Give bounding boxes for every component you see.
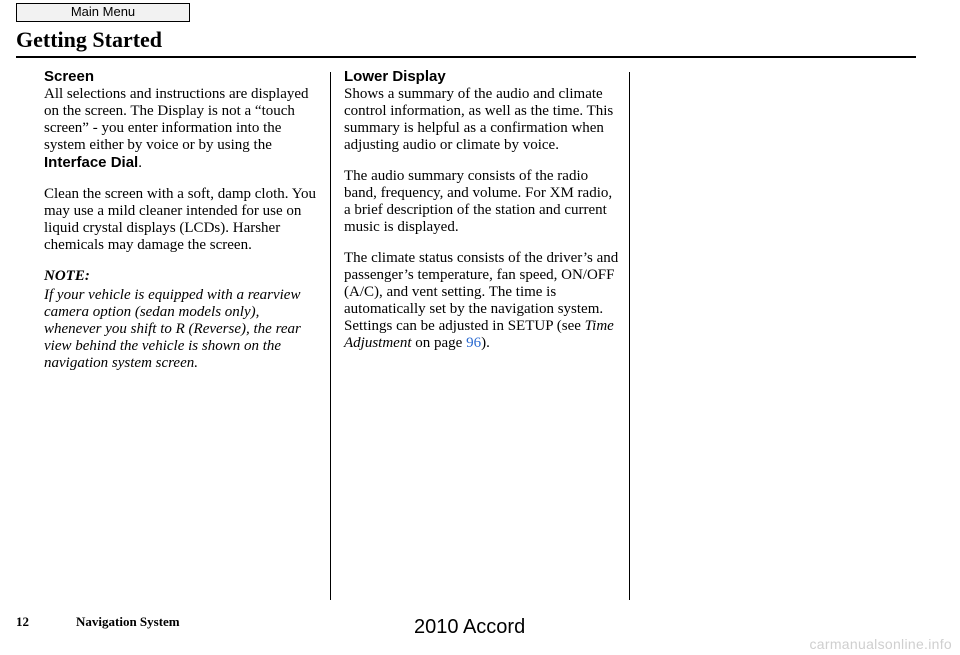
column-divider-right: [629, 72, 630, 600]
title-rule: [16, 56, 916, 58]
page-number: 12: [16, 614, 29, 629]
model-label: 2010 Accord: [414, 616, 526, 638]
screen-p1-text: All selections and instructions are displayed on the screen. The Display is not a “touch screen” - you enter information into the system either by voice or by using the: [44, 86, 309, 153]
lower-display-heading: Lower Display: [344, 68, 446, 85]
page-title: Getting Started: [16, 27, 163, 52]
screen-heading: Screen: [44, 68, 95, 85]
note-text: If your vehicle is equipped with a rearview camera option (sedan models only), whenever you shift to R (Reverse), the rear view behind the vehicle is shown on the navigation system screen.: [44, 287, 301, 371]
lower-display-paragraph-3: [344, 250, 620, 352]
main-menu-button[interactable]: Main Menu: [16, 3, 190, 22]
screen-p1-end: .: [138, 155, 142, 171]
interface-dial-term: Interface Dial: [44, 154, 139, 171]
time-adjustment-ref: Time Adjustment: [344, 318, 614, 351]
screen-section: [44, 68, 320, 386]
note-label: NOTE:: [44, 268, 90, 284]
lower-p3-mid: on page: [411, 335, 467, 351]
screen-paragraph-1: [44, 86, 320, 172]
lower-display-paragraph-1: Shows a summary of the audio and climate control information, as well as the time. This summary is helpful as a confirmation when adjusting audio or climate by voice.: [344, 86, 614, 153]
page-96-link[interactable]: 96: [466, 335, 482, 351]
lower-display-paragraph-2: The audio summary consists of the radio band, frequency, and volume. For XM radio, a brief description of the station and current music is displayed.: [344, 168, 613, 235]
lower-p3-text: The climate status consists of the driver’s and passenger’s temperature, fan speed, ON/OFF (A/C), and vent setting. The time is automatically set by the navigation system. Settings can be adjusted in SETUP (see: [344, 250, 619, 334]
screen-paragraph-2: Clean the screen with a soft, damp cloth. You may use a mild cleaner intended for use on liquid crystal displays (LCDs). Harsher chemicals may damage the screen.: [44, 186, 317, 253]
footer-label: Navigation System: [76, 614, 180, 629]
lower-p3-end: ).: [481, 335, 490, 351]
column-divider-left: [330, 72, 331, 600]
watermark: carmanualsonline.info: [809, 636, 952, 652]
lower-display-section: [344, 68, 620, 366]
